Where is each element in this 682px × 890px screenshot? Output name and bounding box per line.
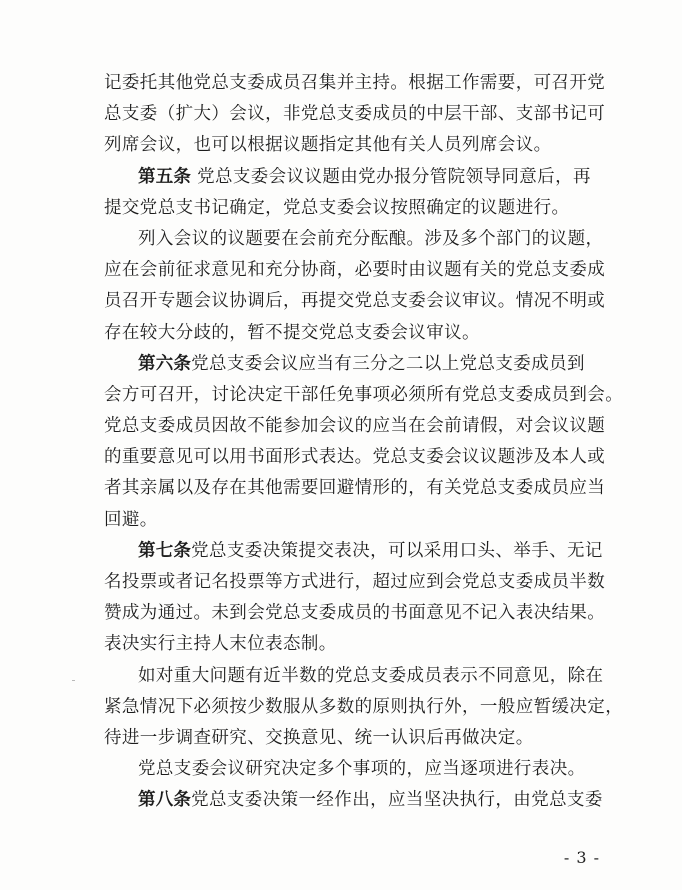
text-line — [104, 380, 624, 411]
line-text: 待进一步调查研究、交换意见、统一认识后再做决定。 — [104, 727, 534, 748]
line-text: 员召开专题会议协调后，再提交党总支委会议审议。情况不明或 — [104, 291, 606, 312]
text-line — [104, 629, 612, 660]
line-text: 党总支委会议应当有三分之二以上党总支委成员到 — [191, 353, 585, 374]
line-text: 紧急情况下必须按少数服从多数的原则执行外，一般应暂缓决定， — [104, 696, 624, 717]
text-line — [104, 723, 612, 754]
text-line — [104, 130, 612, 161]
article-heading: 第七条 — [138, 540, 192, 561]
text-line — [104, 505, 612, 536]
line-text: 党总支委会议研究决定多个事项的，应当逐项进行表决。 — [138, 759, 586, 780]
text-line — [104, 442, 612, 473]
line-text: 会方可召开，讨论决定干部任免事项必须所有党总支委成员到会。 — [104, 384, 624, 405]
text-line — [104, 785, 612, 816]
line-text: 名投票或者记名投票等方式进行，超过应到会党总支委成员半数 — [104, 572, 606, 592]
text-line — [104, 536, 612, 567]
text-line — [104, 692, 624, 723]
text-line — [104, 349, 612, 380]
page-number: - 3 - — [563, 848, 600, 867]
line-text: 列席会议，也可以根据议题指定其他有关人员列席会议。 — [104, 135, 552, 156]
text-line — [104, 162, 612, 193]
article-heading: 第八条 — [138, 790, 192, 811]
line-text: 者其亲属以及存在其他需要回避情形的，有关党总支委成员应当 — [104, 478, 606, 499]
line-text: 党总支委决策一经作出，应当坚决执行，由党总支委 — [191, 790, 603, 811]
text-line — [104, 473, 612, 504]
article-heading: 第五条 — [138, 166, 192, 187]
line-text: 存在较大分歧的，暂不提交党总支委会议审议。 — [104, 322, 480, 343]
text-line — [104, 255, 612, 286]
text-line — [104, 224, 612, 255]
text-line — [104, 567, 612, 598]
line-text: 回避。 — [104, 509, 158, 530]
text-line — [104, 661, 612, 692]
line-text: 赞成为通过。未到会党总支委成员的书面意见不记入表决结果。 — [104, 603, 606, 624]
line-text: 提交党总支书记确定，党总支委会议按照确定的议题进行。 — [104, 197, 570, 218]
text-line — [104, 598, 612, 629]
line-text: 应在会前征求意见和充分协商，必要时由议题有关的党总支委成 — [104, 260, 606, 281]
line-text: 记委托其他党总支委成员召集并主持。根据工作需要，可召开党 — [104, 73, 606, 93]
line-text: 表决实行主持人末位表态制。 — [104, 634, 337, 655]
text-line — [104, 318, 612, 349]
text-line — [104, 286, 612, 317]
text-line — [104, 754, 612, 785]
line-text: 列入会议的议题要在会前充分酝酿。涉及多个部门的议题， — [138, 228, 604, 249]
text-line — [104, 99, 612, 130]
line-text: 党总支委会议议题由党办报分管院领导同意后，再 — [191, 166, 591, 187]
document-body — [104, 68, 624, 817]
text-line — [104, 411, 612, 442]
line-text: 的重要意见可以用书面形式表达。党总支委会议议题涉及本人或 — [104, 447, 606, 468]
line-text: 如对重大问题有近半数的党总支委成员表示不同意见，除在 — [138, 665, 604, 686]
text-line — [104, 193, 612, 224]
article-heading: 第六条 — [138, 353, 192, 374]
line-text: 党总支委成员因故不能参加会议的应当在会前请假，对会议议题 — [104, 416, 606, 437]
line-text: 党总支委决策提交表决，可以采用口头、举手、无记 — [191, 540, 603, 561]
line-text: 总支委（扩大）会议，非党总支委成员的中层干部、支部书记可 — [104, 104, 606, 125]
margin-mark — [72, 680, 75, 681]
text-line — [104, 68, 612, 99]
